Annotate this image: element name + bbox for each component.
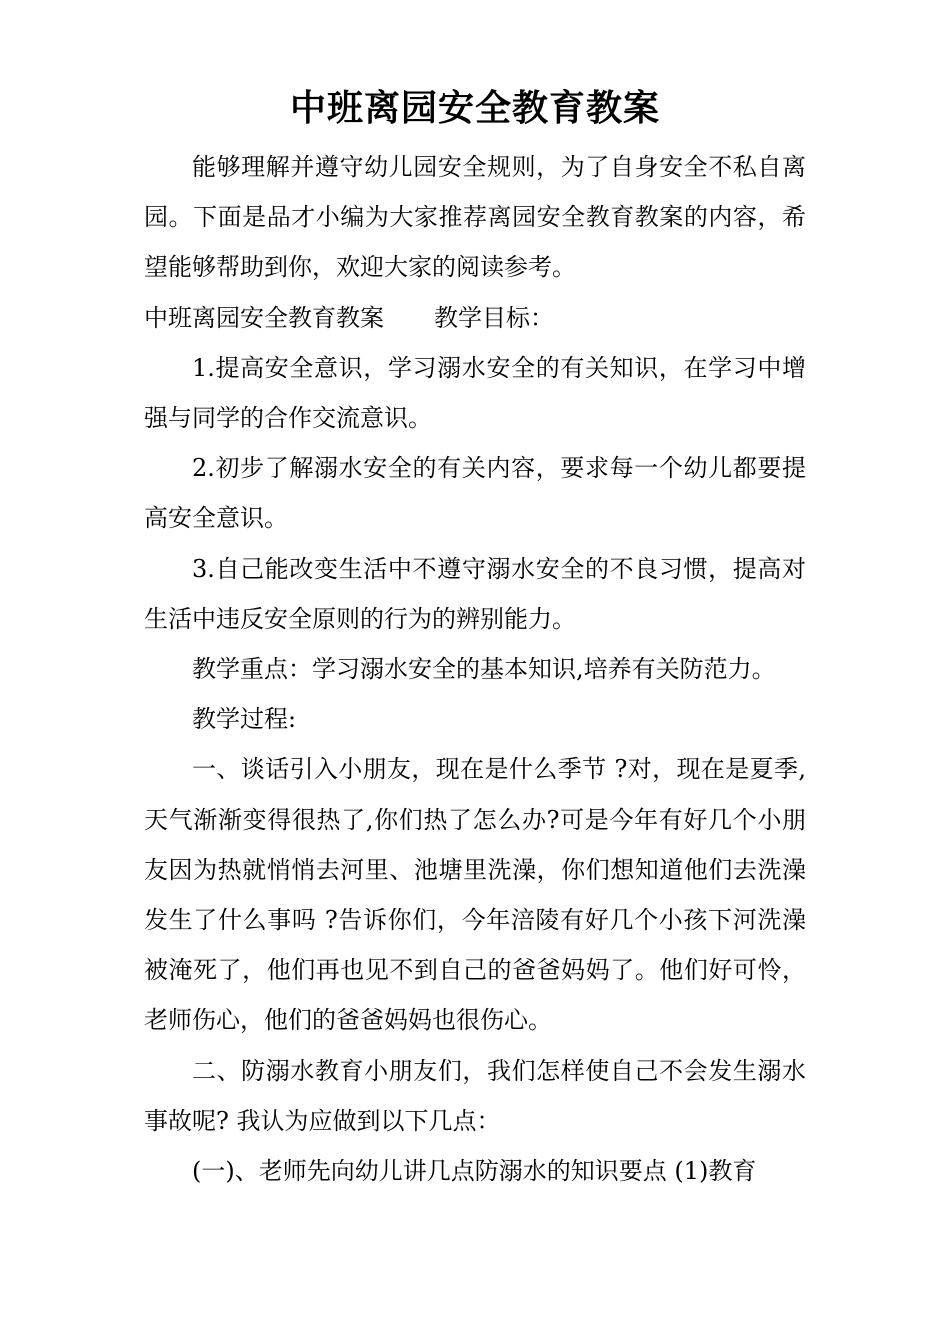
process-step-2-1: (一)、老师先向幼儿讲几点防溺水的知识要点 (1)教育 bbox=[192, 1157, 757, 1186]
document-body bbox=[144, 142, 806, 1196]
section-heading-line bbox=[144, 293, 806, 343]
process-step-2: 二、防溺水教育小朋友们，我们怎样使自己不会发生溺水事故呢? 我认为应做到以下几点： bbox=[144, 1056, 806, 1135]
teaching-goals-label: 教学目标： bbox=[434, 303, 554, 332]
section-title: 中班离园安全教育教案 bbox=[144, 303, 384, 332]
goal-item-3: 3.自己能改变生活中不遵守溺水安全的不良习惯，提高对生活中违反安全原则的行为的辨别能力。 bbox=[144, 554, 806, 633]
goal-item-2: 2.初步了解溺水安全的有关内容，要求每一个幼儿都要提高安全意识。 bbox=[144, 454, 806, 533]
goal-item-1: 1.提高安全意识，学习溺水安全的有关知识，在学习中增强与同学的合作交流意识。 bbox=[144, 353, 806, 433]
key-point-paragraph: 教学重点：学习溺水安全的基本知识,培养有关防范力。 bbox=[192, 655, 776, 684]
document-title: 中班离园安全教育教案 bbox=[289, 87, 660, 129]
intro-paragraph: 能够理解并遵守幼儿园安全规则，为了自身安全不私自离园。下面是品才小编为大家推荐离园安全教育教案的内容，希望能够帮助到你，欢迎大家的阅读参考。 bbox=[144, 153, 806, 282]
process-step-1: 一、谈话引入小朋友，现在是什么季节 ?对，现在是夏季,天气渐渐变得很热了,你们热了怎么办?可是今年有好几个小朋友因为热就悄悄去河里、池塘里洗澡，你们想知道他们去洗澡发生了什么事吗 ?告诉你们，今年涪陵有好几个小孩下河洗澡被淹死了，他们再也见不到自己的爸爸妈妈了。他们好可怜，老师伤心，他们的爸爸妈妈也很伤心。 bbox=[144, 755, 806, 1035]
process-heading: 教学过程: bbox=[192, 705, 297, 734]
